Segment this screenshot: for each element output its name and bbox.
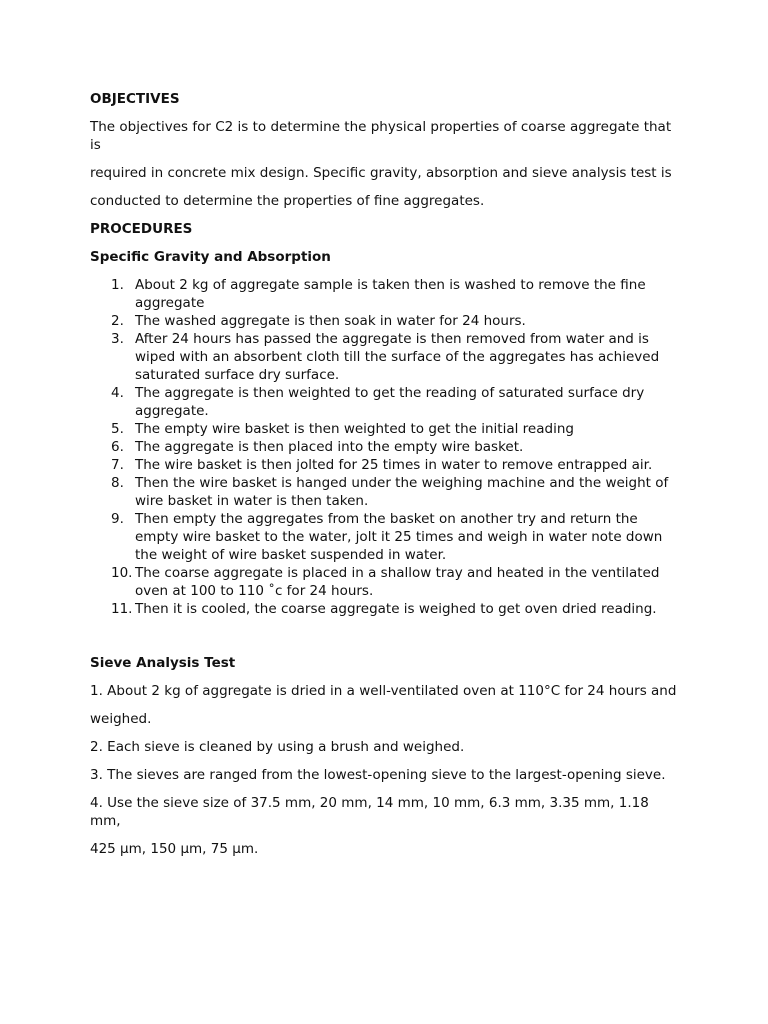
list-item — [90, 330, 678, 384]
step-text: After 24 hours has passed the aggregate is then removed from water and is wiped with an absorbent cloth till the surface of the aggregates has achieved saturated surface dry surface. — [135, 331, 660, 383]
step-text: The aggregate is then weighted to get the reading of saturated surface dry aggregate. — [135, 385, 645, 419]
step-text: The coarse aggregate is placed in a shallow tray and heated in the ventilated oven at 100 to 110 ˚c for 24 hours. — [135, 565, 660, 599]
step-number: 8. — [111, 475, 124, 491]
objectives-paragraph-3: conducted to determine the properties of fine aggregates. — [90, 193, 485, 209]
step-text: The empty wire basket is then weighted to get the initial reading — [135, 421, 574, 437]
list-item — [90, 438, 678, 456]
step-number: 3. — [111, 331, 124, 347]
sieve-paragraph-4: 3. The sieves are ranged from the lowest-opening sieve to the largest-opening sieve. — [90, 767, 666, 783]
list-item — [90, 564, 678, 600]
step-text: The wire basket is then jolted for 25 times in water to remove entrapped air. — [135, 457, 653, 473]
procedures-heading: PROCEDURES — [90, 221, 193, 237]
list-item — [90, 456, 678, 474]
objectives-heading: OBJECTIVES — [90, 91, 180, 107]
step-number: 6. — [111, 439, 124, 455]
procedure-steps-list — [90, 276, 678, 618]
step-text: Then the wire basket is hanged under the weighing machine and the weight of wire basket in water is then taken. — [135, 475, 669, 509]
step-number: 10. — [111, 565, 133, 581]
sieve-analysis-heading: Sieve Analysis Test — [90, 655, 236, 671]
list-item — [90, 474, 678, 510]
step-text: About 2 kg of aggregate sample is taken then is washed to remove the fine aggregate — [135, 277, 646, 311]
step-number: 11. — [111, 601, 133, 617]
step-number: 1. — [111, 277, 124, 293]
step-text: Then it is cooled, the coarse aggregate is weighed to get oven dried reading. — [135, 601, 657, 617]
specific-gravity-subheading: Specific Gravity and Absorption — [90, 249, 331, 265]
list-item — [90, 420, 678, 438]
list-item — [90, 600, 678, 618]
list-item — [90, 384, 678, 420]
step-number: 5. — [111, 421, 124, 437]
sieve-paragraph-1: 1. About 2 kg of aggregate is dried in a well-ventilated oven at 110°C for 24 hours and — [90, 683, 677, 699]
step-number: 4. — [111, 385, 124, 401]
objectives-paragraph-1: The objectives for C2 is to determine the physical properties of coarse aggregate that is — [90, 119, 672, 153]
list-item — [90, 276, 678, 312]
section-spacer — [90, 618, 678, 654]
step-number: 9. — [111, 511, 124, 527]
step-number: 7. — [111, 457, 124, 473]
sieve-paragraph-5: 4. Use the sieve size of 37.5 mm, 20 mm, 14 mm, 10 mm, 6.3 mm, 3.35 mm, 1.18 mm, — [90, 795, 649, 829]
step-text: The aggregate is then placed into the empty wire basket. — [135, 439, 524, 455]
list-item — [90, 312, 678, 330]
sieve-paragraph-2: weighed. — [90, 711, 152, 727]
step-text: The washed aggregate is then soak in water for 24 hours. — [135, 313, 526, 329]
list-item — [90, 510, 678, 564]
sieve-paragraph-3: 2. Each sieve is cleaned by using a brush and weighed. — [90, 739, 465, 755]
step-number: 2. — [111, 313, 124, 329]
objectives-paragraph-2: required in concrete mix design. Specific gravity, absorption and sieve analysis test is — [90, 165, 672, 181]
step-text: Then empty the aggregates from the basket on another try and return the empty wire basket to the water, jolt it 25 times and weigh in water note down the weight of wire basket suspended in water. — [135, 511, 663, 563]
sieve-paragraph-6: 425 µm, 150 µm, 75 µm. — [90, 841, 259, 857]
